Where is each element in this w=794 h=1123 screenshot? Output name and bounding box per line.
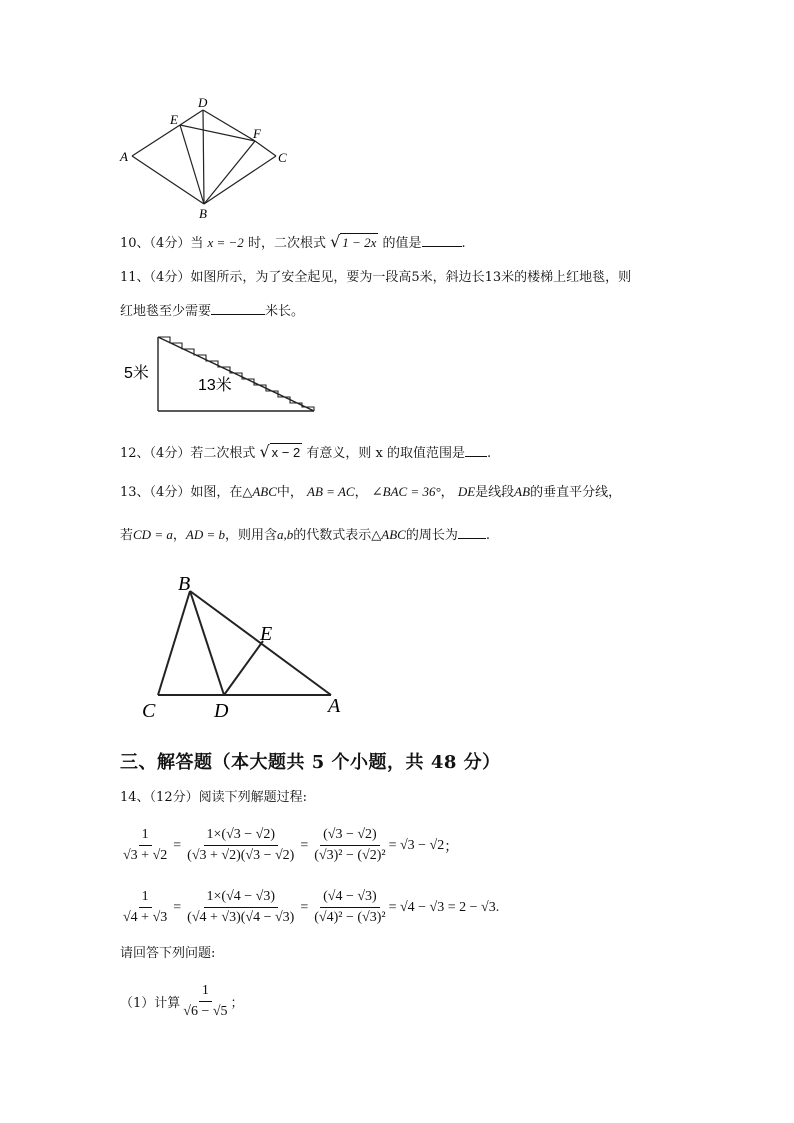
fraction: $\frac{1\times(√3 - √2)}{(√3 + √2)(√3 - √2)}$ (187, 827, 295, 863)
q13-l1a: 13、（4分）如图，在 (120, 485, 243, 500)
q13-comma3: ， (172, 528, 186, 543)
label-d: D (198, 95, 208, 110)
q13-comma2: ， (440, 485, 454, 500)
q13-l1b: 中， (276, 485, 303, 500)
q13-ab2: a,b (277, 527, 294, 542)
q12-start: 12、（4分）若二次根式 (120, 446, 256, 461)
q10-tail: 的值是 (382, 236, 422, 251)
q13-de: DE (457, 484, 476, 499)
label-b: B (199, 206, 207, 221)
q13-eq3: CD = a (133, 527, 173, 542)
label-d: D (214, 700, 229, 722)
q11-line2a: 红地毯至少需要 (120, 304, 212, 319)
q10-radical: √ 1 − 2x (330, 232, 377, 251)
equation-line-1: $\frac{1}{√3 + √2}$ = $\frac{1\times(√3 - √2)}{(√3 + √2)(√3 - √2)}$ = $\frac{(√3 - √2)}{\text{(√3)² − (√2)²}}$ = √3 − √2 ； (120, 826, 458, 865)
q13-comma1: ， (354, 485, 368, 500)
fraction: $\frac{(√3 - √2)}{\text{(√3)² − (√2)²}}$ (314, 827, 386, 863)
fraction: $\frac{(√4 - √3)}{\text{(√4)² − (√3)²}}$ (314, 889, 386, 925)
question-14-intro: 14、（12分）阅读下列解题过程: (120, 790, 307, 805)
fraction: $\frac{1}{√4 + √3}$ (123, 889, 168, 925)
q13-l2b: ，则用含 (224, 528, 277, 543)
q10-var: x (207, 235, 214, 250)
q13-eq1: AB = AC (307, 484, 355, 499)
label-f: F (253, 126, 261, 141)
figure-quadrilateral (110, 92, 310, 227)
q13-end: . (485, 528, 490, 543)
fraction: $\frac{1}{√6 - √5}$ (183, 983, 228, 1019)
eq-end: . (495, 899, 500, 915)
q13-eq2: ∠BAC = 36° (371, 484, 441, 499)
q11-line2b: 米长。 (265, 304, 305, 319)
question-10 (120, 232, 466, 254)
q12-tail: 有意义，则 x 的取值范围是 (306, 446, 465, 461)
equation-line-2: $\frac{1}{√4 + √3}$ = $\frac{1\times(√4 - √3)}{(√4 + √3)(√4 - √3)}$ = $\frac{(√4 - √3)}{\text{(√4)² − (√3)²}}$ = √4 − √3 = 2 − √3 . (120, 888, 499, 927)
question-14-part-1 (120, 982, 244, 1021)
q10-eq: = −2 (213, 235, 244, 250)
label-b: B (178, 573, 191, 595)
q13-l2d: 的周长为 (405, 528, 458, 543)
fraction: $\frac{1}{√3 + √2}$ (123, 827, 168, 863)
result: = √3 − √2 (388, 837, 445, 853)
question-12 (120, 442, 491, 464)
q10-number: 10、（4分）当 (120, 236, 204, 251)
label-c: C (278, 150, 287, 165)
part1-label: （1）计算 (120, 996, 181, 1011)
question-11-line-1: 11、（4分）如图所示，为了安全起见，要为一段高5米，斜边长13米的楼梯上红地毯，则 (120, 270, 632, 285)
question-13-line-2 (120, 524, 490, 546)
q10-mid: 时，二次根式 (247, 236, 326, 251)
q13-l2a: 若 (120, 528, 134, 543)
label-hypotenuse: 13米 (198, 377, 232, 394)
label-e: E (170, 112, 178, 127)
question-14-prompt: 请回答下列问题: (120, 946, 216, 961)
answer-blank[interactable] (458, 524, 486, 539)
part1-end: ； (230, 996, 244, 1011)
question-11-line-2 (120, 300, 304, 322)
q13-tri2: △ABC (371, 527, 406, 542)
fraction: $\frac{1\times(√4 - √3)}{(√4 + √3)(√4 - √3)}$ (187, 889, 295, 925)
q12-radical: √ x − 2 (259, 442, 301, 461)
q12-end: . (486, 446, 492, 461)
answer-blank[interactable] (211, 300, 265, 315)
q10-end: . (461, 236, 466, 251)
answer-blank[interactable] (422, 232, 462, 247)
q13-tri1: △ABC (242, 484, 277, 499)
figure-triangle (138, 568, 358, 723)
q13-eq4: AD = b (185, 527, 225, 542)
answer-blank[interactable] (465, 442, 487, 457)
label-e: E (260, 623, 273, 645)
label-c: C (142, 700, 156, 722)
q13-l1c: 是线段 (475, 485, 515, 500)
result: = √4 − √3 = 2 − √3 (388, 899, 496, 915)
q13-ab: AB (514, 484, 531, 499)
label-height: 5米 (124, 365, 149, 382)
label-a: A (328, 695, 341, 717)
label-a: A (120, 149, 128, 164)
question-13-line-1 (120, 482, 621, 503)
q13-l2c: 的代数式表示 (293, 528, 372, 543)
eq-end: ； (444, 839, 459, 855)
section-heading: 三、解答题（本大题共 5 个小题，共 48 分） (120, 752, 501, 773)
figure-staircase (118, 330, 328, 420)
q13-l1d: 的垂直平分线， (530, 485, 622, 500)
